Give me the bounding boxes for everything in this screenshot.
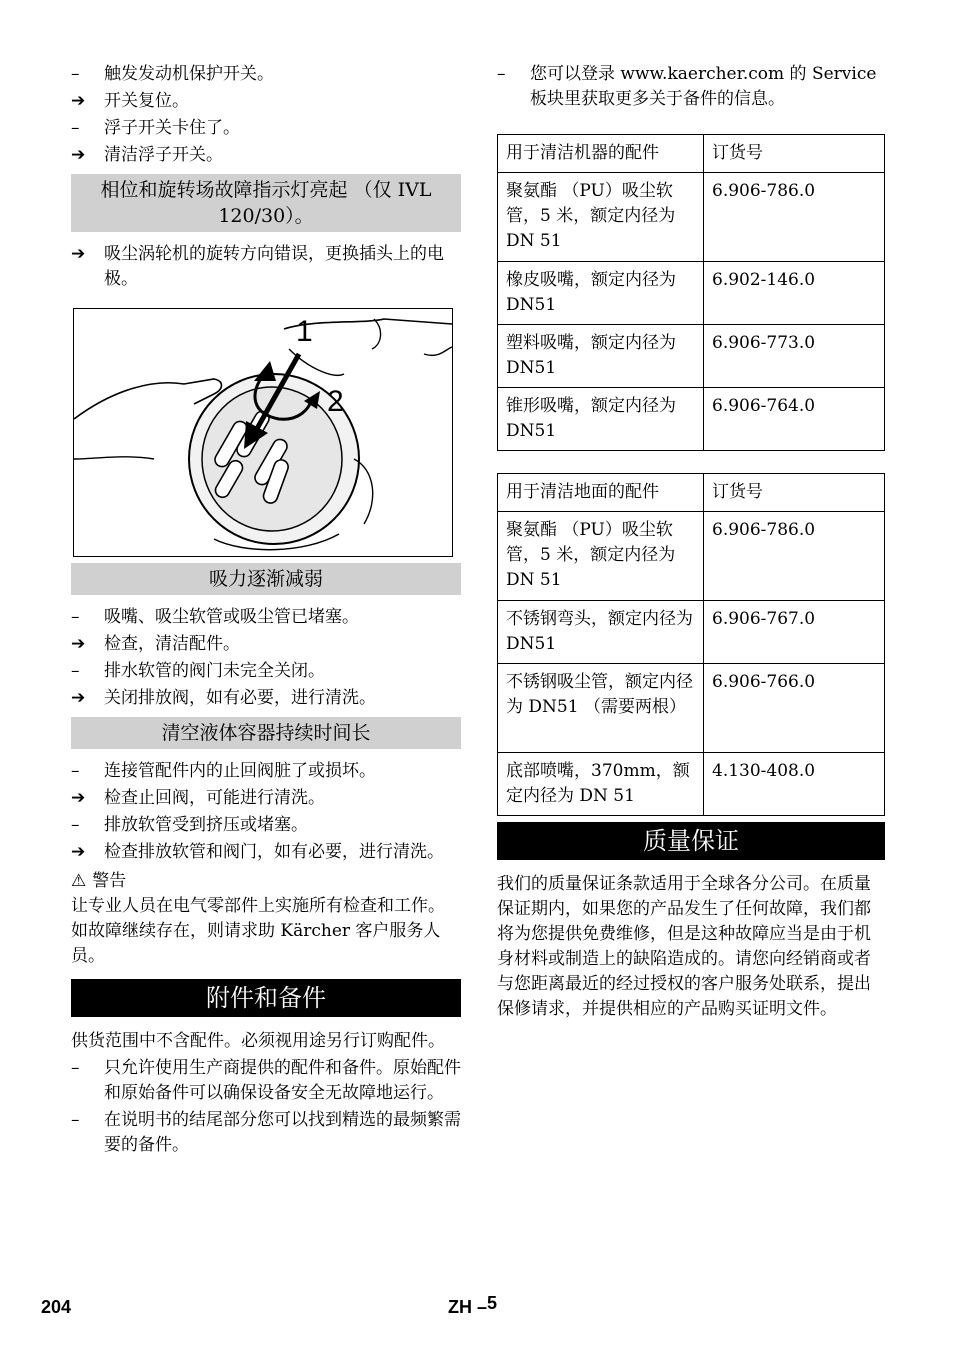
table-cell: 4.130-408.0 (704, 753, 885, 816)
table-cell: 6.906-764.0 (704, 388, 885, 451)
arrow-icon: ➔ (71, 842, 86, 862)
warning-heading: ⚠ 警告 (71, 871, 127, 891)
arrow-icon: ➔ (71, 634, 86, 654)
left-column (71, 60, 461, 1160)
table-row (498, 173, 885, 262)
warning-text: 让专业人员在电气零部件上实施所有检查和工作。如故障继续存在，则请求助 Kärcher 客户服务人员。 (71, 896, 445, 966)
table-row (498, 262, 885, 325)
arrow-icon: ➔ (71, 788, 86, 808)
list-item: – 触发发动机保护开关。 (71, 64, 274, 84)
footer-dash: – (477, 1297, 488, 1317)
lang-code: ZH (448, 1297, 472, 1317)
table-cell: 底部喷嘴，370mm，额定内径为 DN 51 (498, 753, 704, 816)
list-item: ➔ 吸尘涡轮机的旋转方向错误，更换插头上的电极。 (71, 244, 444, 289)
plug-illustration (74, 309, 452, 556)
subheading-phase-fault: 相位和旋转场故障指示灯亮起 （仅 IVL 120/30）。 (71, 174, 461, 232)
list-item: ➔ 检查排放软管和阀门，如有必要，进行清洗。 (71, 840, 461, 865)
footer-lang (448, 1293, 498, 1318)
section-accessories: 附件和备件 (71, 979, 461, 1017)
warranty-text: 我们的质量保证条款适用于全球各分公司。在质量保证期内，如果您的产品发生了任何故障，我们都将为您提供免费维修，但是这种故障应当是由于机身材料或制造上的缺陷造成的。请您向经销商或者与您距离最近的经过授权的客户服务处联系，提出保修请求，并提供相应的产品购买证明文件。 (497, 874, 871, 1019)
list-item: – 连接管配件内的止回阀脏了或损坏。 (71, 761, 376, 781)
table-header-row (498, 135, 885, 173)
table-header-cell: 用于清洁机器的配件 (498, 135, 704, 173)
list-item: ➔ 开关复位。 (71, 89, 461, 114)
list-item: – 吸嘴、吸尘软管或吸尘管已堵塞。 (71, 607, 359, 627)
table-cell: 塑料吸嘴，额定内径为 DN51 (498, 325, 704, 388)
arrow-icon: ➔ (71, 91, 86, 111)
page-number: 204 (41, 1297, 72, 1317)
arrow-icon: ➔ (71, 244, 86, 264)
plug-pole-figure (73, 308, 453, 557)
table-cell: 不锈钢弯头，额定内径为 DN51 (498, 601, 704, 664)
list-item: – 排放软管受到挤压或堵塞。 (71, 815, 308, 835)
table-cell: 6.906-786.0 (704, 173, 885, 262)
table-row (498, 664, 885, 753)
right-column (497, 60, 885, 1022)
table-cell: 不锈钢吸尘管，额定内径为 DN51 （需要两根） (498, 664, 704, 753)
list-item: – 在说明书的结尾部分您可以找到精选的最频繁需要的备件。 (71, 1110, 461, 1155)
table-cell: 聚氨酯 （PU）吸尘软管，5 米，额定内径为 DN 51 (498, 173, 704, 262)
list-item: – 您可以登录 www.kaercher.com 的 Service 板块里获取更多关于备件的信息。 (497, 64, 877, 109)
list-item: – 排水软管的阀门未完全关闭。 (71, 661, 325, 681)
table-header-cell: 订货号 (704, 474, 885, 512)
machine-accessories-table (497, 134, 885, 451)
table-cell: 6.906-767.0 (704, 601, 885, 664)
table-row (498, 512, 885, 601)
arrow-icon: ➔ (71, 688, 86, 708)
figure-label-1: 1 (296, 315, 313, 348)
floor-accessories-table (497, 473, 885, 816)
arrow-icon: ➔ (71, 145, 86, 165)
table-cell: 橡皮吸嘴，额定内径为 DN51 (498, 262, 704, 325)
table-row (498, 388, 885, 451)
list-item: ➔ 关闭排放阀，如有必要，进行清洗。 (71, 686, 461, 711)
table-cell: 锥形吸嘴，额定内径为 DN51 (498, 388, 704, 451)
list-item: – 只允许使用生产商提供的配件和备件。原始配件和原始备件可以确保设备安全无故障地运行。 (71, 1058, 461, 1103)
table-row (498, 601, 885, 664)
list-item: – 浮子开关卡住了。 (71, 118, 240, 138)
table-header-cell: 用于清洁地面的配件 (498, 474, 704, 512)
list-item: ➔ 检查，清洁配件。 (71, 632, 461, 657)
table-row (498, 753, 885, 816)
accessories-intro: 供货范围中不含配件。必须视用途另行订购配件。 (71, 1031, 445, 1051)
warning-triangle-icon: ⚠ (71, 871, 87, 891)
subheading-emptying: 清空液体容器持续时间长 (71, 717, 461, 749)
table-row (498, 325, 885, 388)
table-header-cell: 订货号 (704, 135, 885, 173)
table-cell: 6.906-786.0 (704, 512, 885, 601)
section-page-number: 5 (487, 1293, 498, 1313)
subheading-suction: 吸力逐渐减弱 (71, 563, 461, 595)
section-warranty: 质量保证 (497, 822, 885, 860)
table-cell: 聚氨酯 （PU）吸尘软管，5 米，额定内径为 DN 51 (498, 512, 704, 601)
list-item: ➔ 清洁浮子开关。 (71, 143, 461, 168)
list-item: ➔ 检查止回阀，可能进行清洗。 (71, 786, 461, 811)
figure-label-2: 2 (327, 385, 344, 418)
table-cell: 6.906-766.0 (704, 664, 885, 753)
table-cell: 6.902-146.0 (704, 262, 885, 325)
table-cell: 6.906-773.0 (704, 325, 885, 388)
table-header-row (498, 474, 885, 512)
